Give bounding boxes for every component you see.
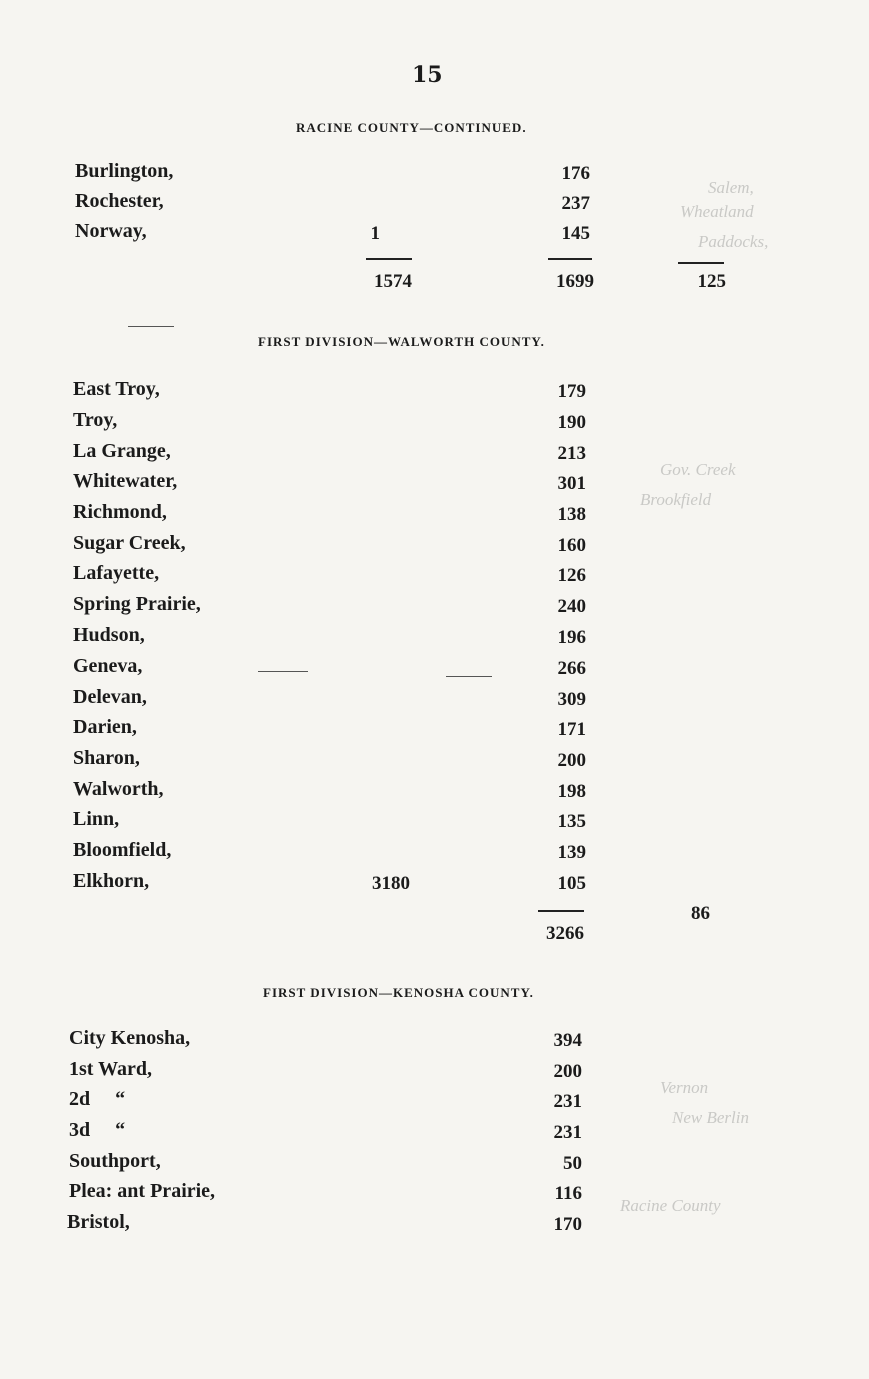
bleed-through-text: Brookfield [640,490,712,509]
total-value: 176 [561,163,590,184]
total-value: 160 [557,535,586,556]
table-row [0,839,869,870]
town-name: Troy, [73,409,118,431]
town-name: 1st Ward, [69,1058,152,1080]
table-row [0,160,869,191]
total-value: 200 [553,1061,582,1082]
total-value: 237 [561,193,590,214]
table-row [0,1119,869,1150]
town-name: Whitewater, [73,470,178,492]
town-name: Walworth, [73,778,164,800]
total-value: 301 [557,473,586,494]
right-sum: 86 [691,903,710,924]
town-name: Geneva, [73,655,143,677]
town-name: Norway, [75,220,147,242]
table-row [0,1088,869,1119]
divider [258,671,308,672]
town-name: Darien, [73,716,137,738]
town-name: La Grange, [73,440,171,462]
town-name: Linn, [73,808,120,830]
bleed-through-text: Vernon [660,1078,709,1097]
total-value: 139 [557,842,586,863]
table-row [0,624,869,655]
bleed-through-text: Racine County [620,1196,721,1215]
total-value: 231 [553,1122,582,1143]
table-row [0,655,869,686]
table-row [0,190,869,221]
town-name: East Troy, [73,378,160,400]
town-name: Plea: ant Prairie, [69,1180,216,1202]
table-row [0,1211,869,1242]
table-row [0,1150,869,1181]
total-value: 126 [557,565,586,586]
total-value: 179 [557,381,586,402]
town-name: Delevan, [73,686,147,708]
town-name: 2d “ [69,1088,126,1110]
sum-rule [678,262,724,264]
table-row [0,501,869,532]
town-name: Elkhorn, [73,870,150,892]
total-value: 190 [557,412,586,433]
table-row [0,808,869,839]
total-value: 198 [557,781,586,802]
town-name: Richmond, [73,501,167,523]
table-row [0,716,869,747]
town-name: Southport, [69,1150,161,1172]
total-sum: 3266 [546,923,584,944]
section-heading-kenosha: FIRST DIVISION—KENOSHA COUNTY. [263,985,534,1000]
table-row [0,593,869,624]
total-value: 116 [554,1183,582,1204]
total-value: 171 [557,719,586,740]
town-name: City Kenosha, [69,1027,191,1049]
bleed-through-text: Salem, [708,178,754,197]
page-number: 15 [412,62,443,88]
town-name: Lafayette, [73,562,160,584]
total-value: 196 [557,627,586,648]
mid-sum: 1574 [374,271,412,292]
total-value: 50 [563,1153,582,1174]
town-name: Bloomfield, [73,839,172,861]
bleed-through-text: New Berlin [672,1108,749,1127]
right-sum: 125 [697,271,726,292]
total-value: 309 [557,689,586,710]
sum-rule [548,258,592,260]
mid-value: 3180 [372,873,410,894]
table-row [0,747,869,778]
table-row [0,562,869,593]
town-name: 3d “ [69,1119,126,1141]
total-value: 138 [557,504,586,525]
town-name: Sugar Creek, [73,532,186,554]
total-value: 240 [557,596,586,617]
bleed-through-text: Gov. Creek [660,460,736,479]
sum-row [0,268,869,299]
mid-value: 1 [370,223,380,244]
total-value: 266 [557,658,586,679]
sum-row [0,920,869,951]
total-sum: 1699 [556,271,594,292]
table-row [0,1027,869,1058]
total-value: 170 [553,1214,582,1235]
total-value: 105 [557,873,586,894]
table-row [0,409,869,440]
table-row [0,440,869,471]
total-value: 394 [553,1030,582,1051]
divider [128,326,174,327]
town-name: Spring Prairie, [73,593,201,615]
section-heading-racine: RACINE COUNTY—CONTINUED. [296,120,527,135]
town-name: Burlington, [75,160,174,182]
table-row [0,378,869,409]
table-row [0,1180,869,1211]
bleed-through-text: Wheatland [680,202,754,221]
table-row [0,870,869,901]
bleed-through-text: Paddocks, [698,232,769,251]
table-row [0,686,869,717]
table-row [0,220,869,251]
total-value: 200 [557,750,586,771]
sum-rule [366,258,412,260]
table-row [0,1058,869,1089]
town-name: Bristol, [67,1211,130,1233]
town-name: Sharon, [73,747,140,769]
divider [446,676,492,677]
table-row [0,778,869,809]
total-value: 213 [557,443,586,464]
table-row [0,470,869,501]
total-value: 135 [557,811,586,832]
town-name: Hudson, [73,624,145,646]
town-name: Rochester, [75,190,164,212]
table-row [0,532,869,563]
section-heading-walworth: FIRST DIVISION—WALWORTH COUNTY. [258,334,545,349]
total-value: 231 [553,1091,582,1112]
total-value: 145 [561,223,590,244]
